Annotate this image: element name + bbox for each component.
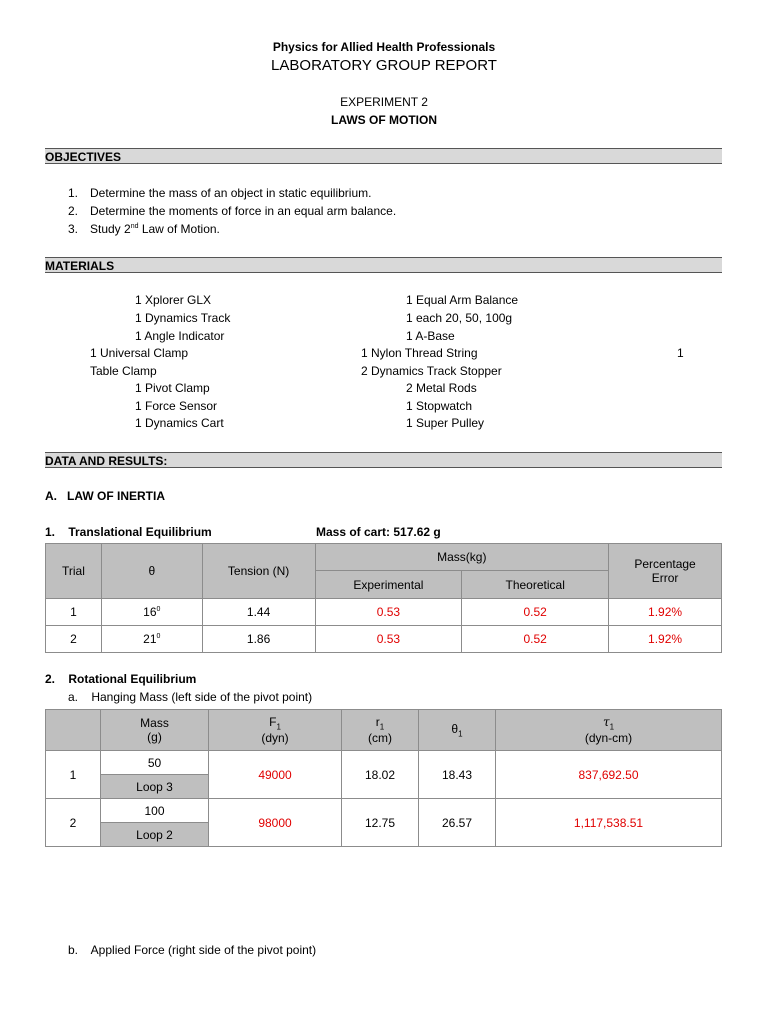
- mass-of-cart: Mass of cart: 517.62 g: [316, 525, 441, 539]
- data-results-heading: DATA AND RESULTS:: [45, 452, 722, 468]
- material-item: 1 Universal Clamp: [90, 346, 189, 360]
- trial-cell: 1: [46, 751, 101, 799]
- experimental-cell: 0.53: [315, 626, 462, 653]
- material-item: 1 Pivot Clamp: [135, 381, 210, 395]
- radius-cell: 12.75: [342, 799, 419, 847]
- report-title: LABORATORY GROUP REPORT: [271, 57, 497, 74]
- header-theta: $\theta_1$: [419, 710, 496, 751]
- header-radius: $r_1$ (cm): [342, 710, 419, 751]
- material-item: 1: [677, 346, 684, 360]
- experimental-cell: 0.53: [315, 599, 462, 626]
- header-tension: Tension (N): [202, 544, 315, 599]
- material-item: 1 each 20, 50, 100g: [406, 311, 513, 325]
- theta-cell: $21^0$: [101, 626, 202, 653]
- torque-cell: 1,117,538.51: [496, 799, 722, 847]
- trial-cell: 2: [46, 799, 101, 847]
- table-row: [46, 799, 722, 823]
- objective-item: 2. Determine the moments of force in an equal arm balance.: [68, 204, 397, 218]
- material-item: 1 Super Pulley: [406, 416, 485, 430]
- theta-cell: 18.43: [419, 751, 496, 799]
- material-item: 1 A-Base: [406, 329, 455, 343]
- material-item: 1 Nylon Thread String: [361, 346, 478, 360]
- experiment-title: LAWS OF MOTION: [331, 113, 437, 127]
- force-cell: 98000: [209, 799, 342, 847]
- mass-cell: 50: [101, 751, 209, 775]
- material-item: 1 Angle Indicator: [135, 329, 225, 343]
- objective-item: 1. Determine the mass of an object in static equilibrium.: [68, 186, 372, 200]
- error-cell: 1.92%: [609, 626, 722, 653]
- objective-item: 3. Study 2nd Law of Motion.: [68, 222, 220, 236]
- trial-cell: 1: [46, 599, 102, 626]
- error-cell: 1.92%: [609, 599, 722, 626]
- translational-title: 1. Translational Equilibrium: [45, 525, 212, 539]
- header-pct-error: Percentage Error: [609, 544, 722, 599]
- torque-cell: 837,692.50: [496, 751, 722, 799]
- theta-cell: 26.57: [419, 799, 496, 847]
- header-theoretical: Theoretical: [462, 571, 609, 599]
- materials-heading: MATERIALS: [45, 257, 722, 273]
- header-theta: θ: [101, 544, 202, 599]
- header-mass: Mass (g): [101, 710, 209, 751]
- experiment-number: EXPERIMENT 2: [340, 95, 428, 109]
- loop-cell: Loop 3: [101, 775, 209, 799]
- material-item: 2 Dynamics Track Stopper: [361, 364, 502, 378]
- theoretical-cell: 0.52: [462, 626, 609, 653]
- hanging-mass-label: a. Hanging Mass (left side of the pivot point): [68, 690, 313, 704]
- radius-cell: 18.02: [342, 751, 419, 799]
- material-item: 1 Dynamics Track: [135, 311, 231, 325]
- header-torque: $\tau_1$ (dyn-cm): [496, 710, 722, 751]
- table-row: [46, 626, 722, 653]
- header-experimental: Experimental: [315, 571, 462, 599]
- tension-cell: 1.44: [202, 599, 315, 626]
- trial-cell: 2: [46, 626, 102, 653]
- translational-table: [45, 543, 722, 653]
- rotational-table: [45, 709, 722, 847]
- material-item: 2 Metal Rods: [406, 381, 477, 395]
- objectives-heading: OBJECTIVES: [45, 148, 722, 164]
- material-item: 1 Stopwatch: [406, 399, 473, 413]
- header-blank: [46, 710, 101, 751]
- rotational-title: 2. Rotational Equilibrium: [45, 672, 197, 686]
- material-item: 1 Dynamics Cart: [135, 416, 224, 430]
- theta-cell: $16^0$: [101, 599, 202, 626]
- section-a-title: A. LAW OF INERTIA: [45, 489, 165, 503]
- tension-cell: 1.86: [202, 626, 315, 653]
- applied-force-label: b. Applied Force (right side of the pivot point): [68, 943, 317, 957]
- header-force: $F_1$ (dyn): [209, 710, 342, 751]
- mass-cell: 100: [101, 799, 209, 823]
- material-item: Table Clamp: [90, 364, 157, 378]
- material-item: 1 Force Sensor: [135, 399, 218, 413]
- force-cell: 49000: [209, 751, 342, 799]
- table-row: [46, 599, 722, 626]
- table-row: [46, 751, 722, 775]
- material-item: 1 Xplorer GLX: [135, 293, 212, 307]
- material-item: 1 Equal Arm Balance: [406, 293, 519, 307]
- loop-cell: Loop 2: [101, 823, 209, 847]
- header-mass: Mass(kg): [315, 544, 609, 571]
- header-trial: Trial: [46, 544, 102, 599]
- theoretical-cell: 0.52: [462, 599, 609, 626]
- course-title: Physics for Allied Health Professionals: [272, 40, 496, 54]
